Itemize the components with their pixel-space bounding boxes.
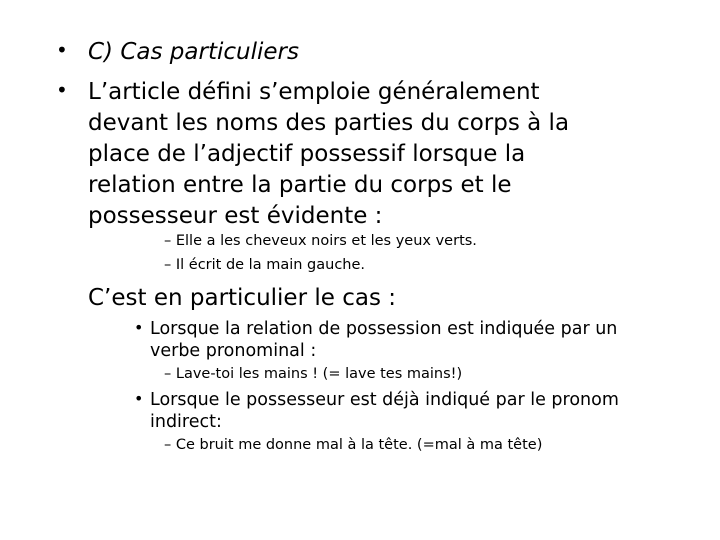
bullet-marker: • <box>56 78 68 102</box>
section-title-c: C) Cas particuliers <box>88 39 299 65</box>
subbullet-line: Lorsque le possesseur est déjà indiqué par le pronom <box>150 390 619 410</box>
bullet-marker: • <box>56 38 68 62</box>
subheading: C’est en particulier le cas : <box>88 285 396 311</box>
subbullet-line: Lorsque la relation de possession est indiquée par un <box>150 319 618 339</box>
example-line: – Lave-toi les mains ! (= lave tes mains!) <box>164 366 463 382</box>
bullet-marker: • <box>134 389 144 408</box>
paragraph-line: possesseur est évidente : <box>88 203 383 229</box>
paragraph-line: devant les noms des parties du corps à la <box>88 110 570 136</box>
paragraph-line: L’article défini s’emploie généralement <box>88 79 540 105</box>
paragraph-line: relation entre la partie du corps et le <box>88 172 512 198</box>
subbullet-line: indirect: <box>150 412 222 432</box>
example-line: – Il écrit de la main gauche. <box>164 257 366 273</box>
subbullet-line: verbe pronominal : <box>150 341 317 361</box>
bullet-marker: • <box>134 318 144 337</box>
example-line: – Elle a les cheveux noirs et les yeux verts. <box>164 233 477 249</box>
paragraph-line: place de l’adjectif possessif lorsque la <box>88 141 526 167</box>
example-line: – Ce bruit me donne mal à la tête. (=mal à ma tête) <box>164 437 543 453</box>
